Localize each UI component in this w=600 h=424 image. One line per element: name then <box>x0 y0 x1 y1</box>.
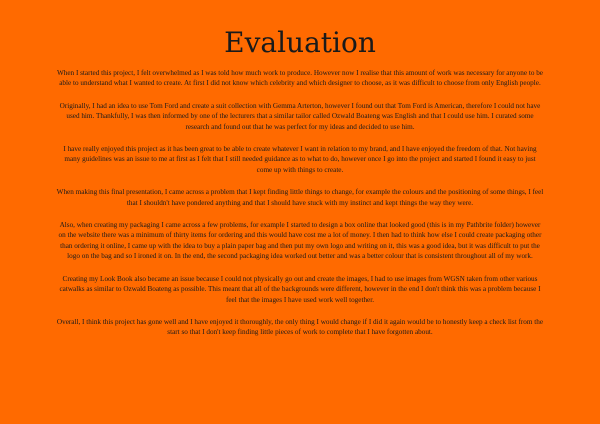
paragraph-packaging: Also, when creating my packaging I came across a few problems, for example I started to design a box online that looked good (this is in my Pathbrite folder) however on the website there was a minimum of thirty items for ordering and this would have cost me a lot of money. I then had to think how else I could create packaging other than ordering it online, I came up with the idea to buy a plain paper bag and then put my own logo and writing on it, this was a good idea, but it was difficult to put the logo on the bag and so I ironed it on. In the end, the second packaging idea worked out better and was a better colour that is consistent throughout all of my work. <box>58 221 542 261</box>
paragraph-intro: When I started this project, I felt overwhelmed as I was told how much work to produce. However now I realise that this amount of work was necessary for anyone to be able to understand what I wanted to create. At first I did not know which celebrity and which designer to choose, as it was difficult to choose from only English people. <box>56 69 543 88</box>
page-title: Evaluation <box>224 26 376 59</box>
paragraph-enjoyment: I have really enjoyed this project as it has been great to be able to create whatever I want in relation to my brand, and I have enjoyed the freedom of that. Not having many guidelines was an issue to me at first as I felt that I still needed guidance as to what to do, however once I go into the project and started I found it easy to just come up with things to create. <box>63 145 537 174</box>
paragraph-overall: Overall, I think this project has gone well and I have enjoyed it thoroughly, the only thing I would change if I did it again would be to honestly keep a check list from the start so that I don't keep finding little pieces of work to complete that I have forgotten about. <box>56 317 544 337</box>
paragraph-final-presentation: When making this final presentation, I came across a problem that I kept finding little things to change, for example the colours and the positioning of some things, I feel that I shouldn't have pondered anything and that I should have stuck with my instinct and kept things the way they were. <box>56 188 544 207</box>
paragraph-designer-choice: Originally, I had an idea to use Tom Ford and create a suit collection with Gemma Arterton, however I found out that Tom Ford is American, therefore I could not have used him. Thankfully, I was then informed by one of the lecturers that a similar tailor called Ozwald Boateng was English and that I could use him. I curated some research and found out that he was perfect for my ideas and decided to use him. <box>59 101 541 131</box>
paragraph-look-book: Creating my Look Book also became an issue because I could not physically go out and create the images, I had to use images from WGSN taken from other various catwalks as similar to Ozwald Boateng as possible. This meant that all of the backgrounds were different, however in the end I don't think this was a problem because I feel that the images I have used work well together. <box>59 274 541 304</box>
